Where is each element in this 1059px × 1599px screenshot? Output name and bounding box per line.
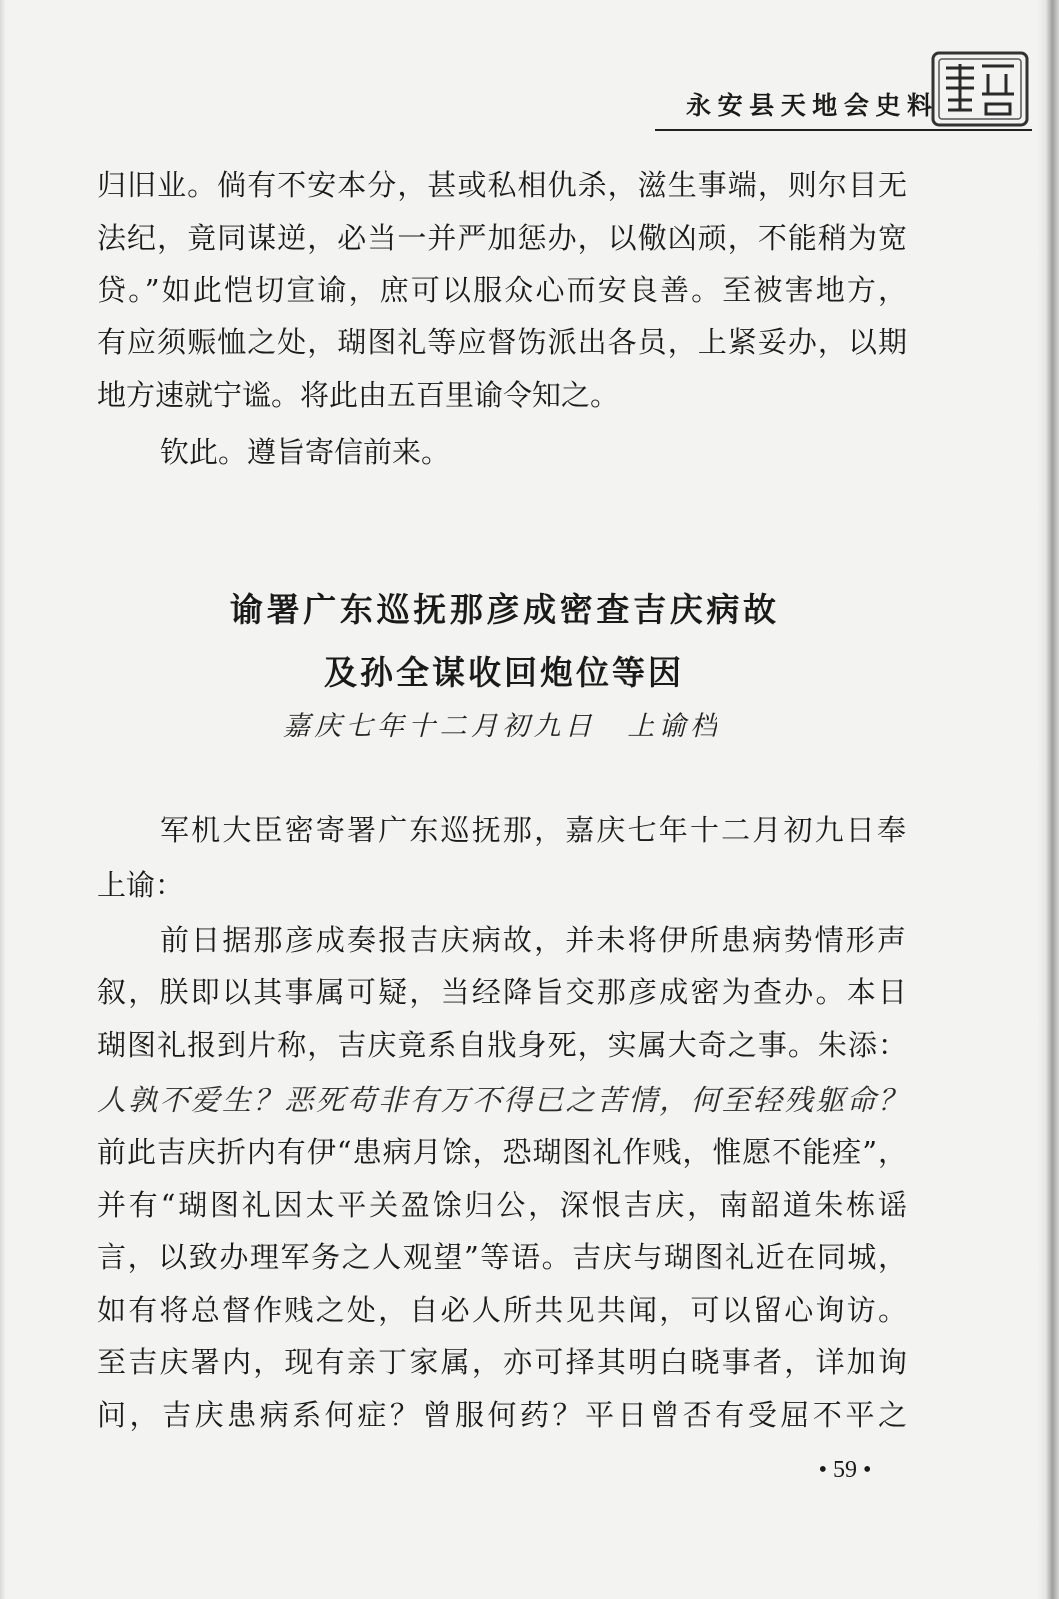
document-date-source: 嘉庆七年十二月初九日 上谕档: [283, 711, 717, 742]
header-rule: [655, 129, 1032, 131]
body-line: 并有“瑚图礼因太平关盈馀归公，深恨吉庆，南韶道朱栋谣: [97, 1188, 907, 1222]
body-line: 有应须赈恤之处，瑚图礼等应督饬派出各员，上紧妥办，以期: [97, 325, 907, 359]
body-line: 问，吉庆患病系何症？曾服何药？平日曾否有受屈不平之: [97, 1398, 907, 1432]
body-line: 瑚图礼报到片称，吉庆竟系自戕身死，实属大奇之事。朱添：: [97, 1028, 907, 1062]
body-line: 法纪，竟同谋逆，必当一并严加惩办，以儆凶顽，不能稍为宽: [97, 221, 907, 255]
vermilion-annotation-line: 人孰不爱生？恶死苟非有万不得已之苦情，何至轻残躯命？: [97, 1083, 907, 1117]
scan-left-edge: [0, 0, 6, 1599]
body-line: 军机大臣密寄署广东巡抚那，嘉庆七年十二月初九日奉: [160, 813, 906, 847]
document-title-line-2: 及孙全谋收回炮位等因: [324, 653, 681, 692]
body-line: 归旧业。倘有不安本分，甚或私相仇杀，滋生事端，则尔目无: [97, 168, 907, 202]
body-line: 贷。”如此恺切宣谕，庶可以服众心而安良善。至被害地方，: [97, 273, 907, 307]
body-line: 地方速就宁谧。将此由五百里谕令知之。: [97, 378, 620, 412]
document-title-line-1: 谕署广东巡抚那彦成密查吉庆病故: [230, 590, 776, 629]
body-line: 至吉庆署内，现有亲丁家属，亦可择其明白晓事者，详加询: [97, 1345, 907, 1379]
page-number: • 59 •: [818, 1457, 872, 1483]
scan-right-edge: [1037, 0, 1059, 1599]
body-line: 前日据那彦成奏报吉庆病故，并未将伊所患病势情形声: [160, 923, 906, 957]
body-line: 如有将总督作贱之处，自必人所共见共闻，可以留心询访。: [97, 1293, 907, 1327]
seal-logo: [930, 50, 1030, 128]
body-line: 前此吉庆折内有伊“患病月馀，恐瑚图礼作贱，惟愿不能痊”，: [97, 1135, 907, 1169]
body-line: 言，以致办理军务之人观望”等语。吉庆与瑚图礼近在同城，: [97, 1240, 907, 1274]
body-line: 叙，朕即以其事属可疑，当经降旨交那彦成密为查办。本日: [97, 975, 907, 1009]
body-line: 上谕：: [97, 868, 185, 902]
running-title: 永安县天地会史料: [686, 91, 932, 120]
closing-line: 钦此。遵旨寄信前来。: [160, 435, 451, 469]
